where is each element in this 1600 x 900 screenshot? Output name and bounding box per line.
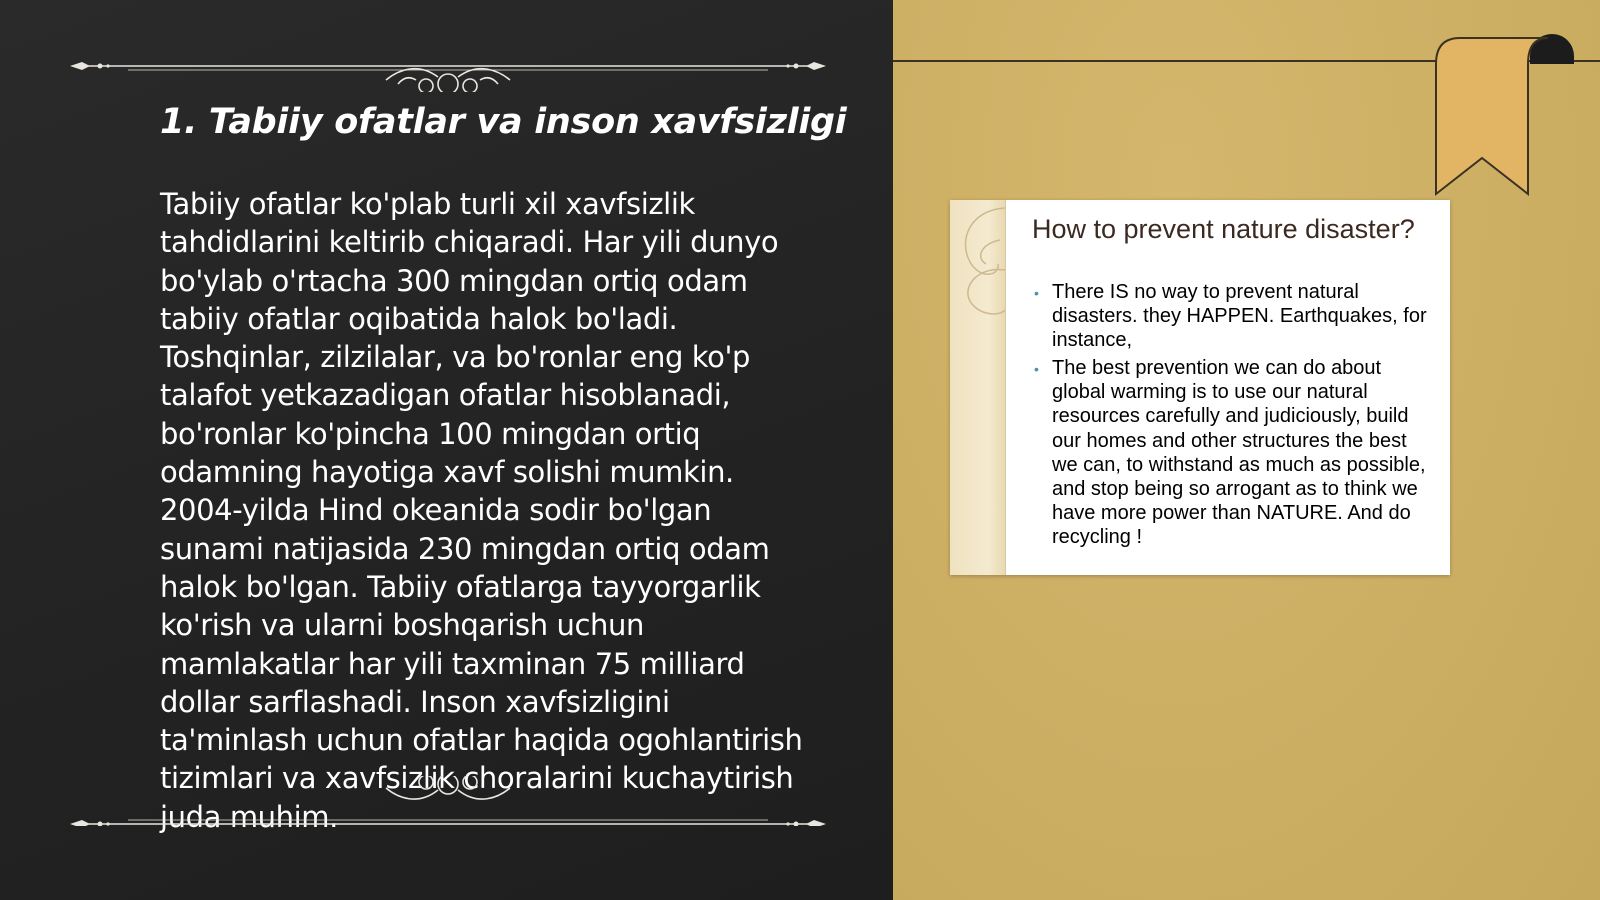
embedded-slide-image	[950, 200, 1450, 575]
embedded-bullet-text: The best prevention we can do about global warming is to use our natural resources carefully and judiciously, build our homes and other structures the best we can, to withstand as much as possible, and stop being so arrogant as to think we have more power than NATURE. And do recycling !	[1052, 357, 1426, 548]
ornament-top-divider	[68, 42, 828, 92]
embedded-bullet-item	[1030, 280, 1435, 352]
ornament-bottom-divider	[68, 776, 828, 826]
embedded-bullet-list	[1030, 280, 1435, 553]
bullet-icon: •	[1034, 285, 1039, 301]
embedded-bullet-text: There IS no way to prevent natural disasters. they HAPPEN. Earthquakes, for instance,	[1052, 281, 1427, 352]
bullet-icon: •	[1034, 361, 1039, 378]
bookmark-ribbon	[1430, 30, 1590, 205]
slide-body-text: Tabiiy ofatlar ko'plab turli xil xavfsizlik tahdidlarini keltirib chiqaradi. Har yili dunyo bo'ylab o'rtacha 300 mingdan ortiq odam tabiiy ofatlar oqibatida halok bo'ladi. Toshqinlar, zilzilalar, va bo'ronlar eng ko'p talafot yetkazadigan ofatlar hisoblanadi, bo'ronlar ko'pincha 100 mingdan ortiq odamning hayotiga xavf solishi mumkin. 2004-yilda Hind okeanida sodir bo'lgan sunami natijasida 230 mingdan ortiq odam halok bo'lgan. Tabiiy ofatlarga tayyorgarlik ko'rish va ularni boshqarish uchun mamlakatlar har yili taxminan 75 milliard dollar sarflashadi. Inson xavfsizligini ta'minlash uchun ofatlar haqida ogohlantirish tizimlari va xavfsizlik choralarini kuchaytirish juda muhim.	[160, 187, 803, 834]
slide-title: 1. Tabiiy ofatlar va inson xavfsizligi	[160, 102, 847, 142]
embedded-bullet-item	[1030, 356, 1435, 549]
embedded-slide-title: How to prevent nature disaster?	[1032, 214, 1415, 244]
embedded-swirl-ornament	[950, 200, 1005, 330]
